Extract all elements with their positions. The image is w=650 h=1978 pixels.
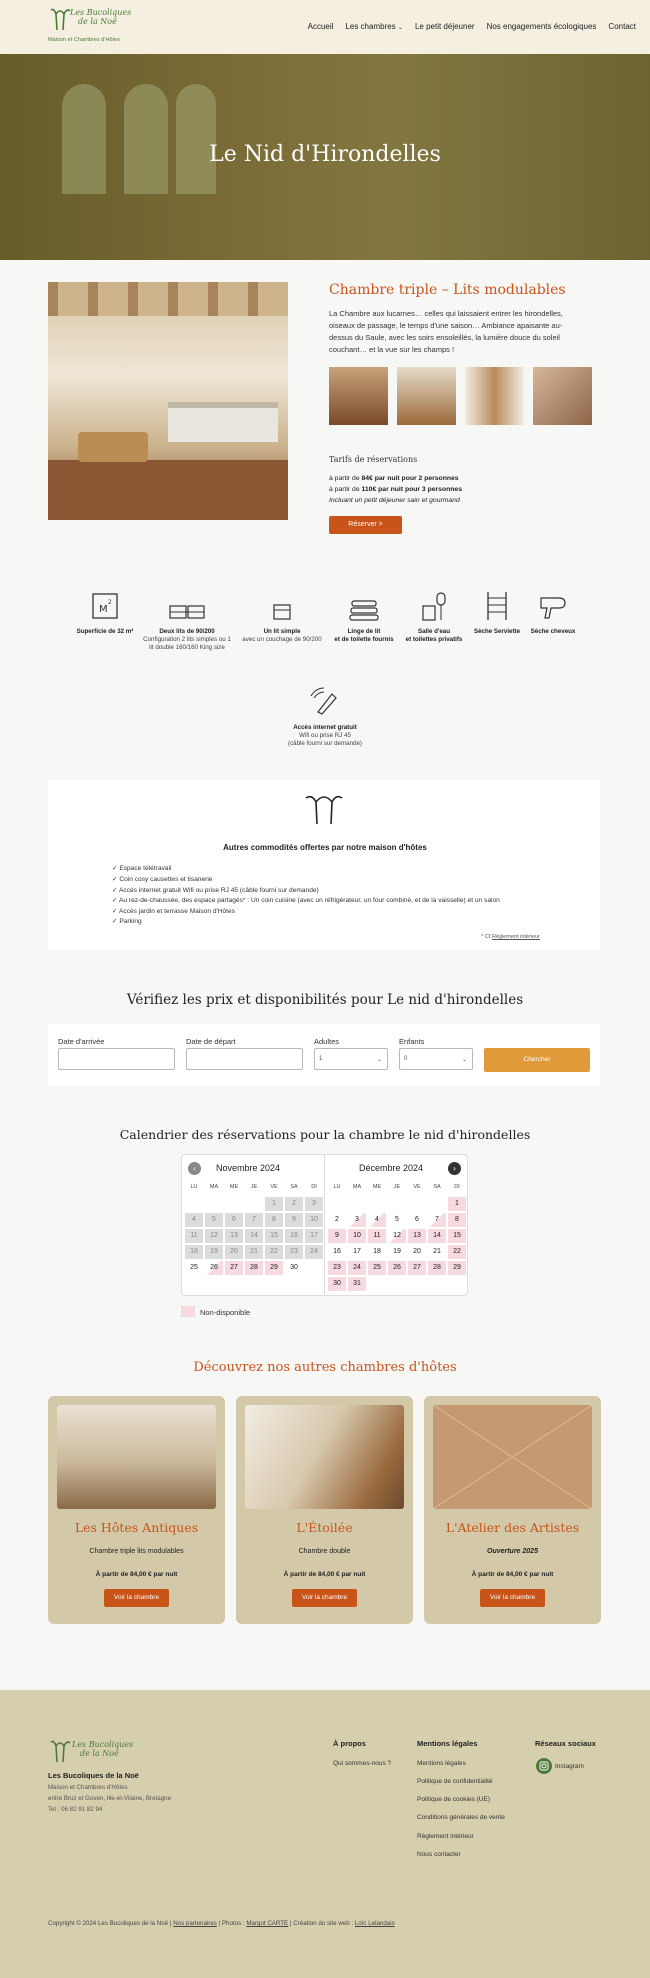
surface-icon [89, 590, 121, 622]
svg-text:2: 2 [108, 599, 112, 606]
footer-social-title: Réseaux sociaux [535, 1739, 596, 1748]
calendar-title: Calendrier des réservations pour la chambre le nid d'hirondelles [119, 1127, 531, 1142]
footer-copyright [48, 1920, 395, 1927]
amenity-bathroom [398, 590, 470, 644]
partners-link[interactable]: Nos partenaires [173, 1920, 217, 1927]
footer-link-contact[interactable]: Nous contacter [417, 1851, 461, 1858]
room-card-price: À partir de 84,00 € par nuit [95, 1571, 178, 1578]
legend-unavailable-label: Non-disponible [200, 1308, 251, 1317]
calendar-day[interactable]: 11 [185, 1229, 203, 1243]
children-value: 0 [404, 1056, 408, 1062]
adults-label: Adultes [314, 1037, 340, 1046]
calendar-day[interactable]: 27 [225, 1261, 243, 1275]
calendar-day[interactable]: 11 [368, 1229, 386, 1243]
amenity-bathroom-detail: et toilettes privatifs [405, 636, 463, 643]
amenity-list-item: ✓ Accès jardin et terrasse Maison d'Hôtes [112, 907, 235, 915]
footer-link-privacy[interactable]: Politique de confidentialité [417, 1778, 493, 1785]
calendar-day[interactable]: 26 [205, 1261, 223, 1275]
calendar-day[interactable]: 2 [285, 1197, 303, 1211]
calendar-day[interactable]: 13 [225, 1229, 243, 1243]
calendar-day[interactable]: 10 [348, 1229, 366, 1243]
footer-phone: Tel : 06 82 91 82 94 [48, 1806, 103, 1813]
arrival-date-input[interactable] [58, 1048, 175, 1070]
wifi-icon [308, 684, 342, 718]
amenity-surface [70, 590, 140, 636]
calendar-day[interactable]: 9 [285, 1213, 303, 1227]
calendar-day[interactable]: 8 [448, 1213, 466, 1227]
svg-text:M: M [99, 604, 108, 615]
tarif-breakfast-note: Incluant un petit déjeuner sain et gourmand [329, 497, 460, 504]
room-card-image-placeholder[interactable] [433, 1405, 592, 1509]
footer-logo-line-1: Les Bucoliques [72, 1740, 134, 1749]
amenity-list-item: ✓ Parking [112, 917, 142, 925]
main-nav [308, 22, 636, 31]
chevron-down-icon: ⌄ [376, 1057, 382, 1063]
amenity-list-item: ✓ Au rez-de-chaussée, des espace partagés* : Un coin cuisine (avec un réfrigérateur, un four combiné, et de la vaisselle) et un salon [112, 896, 500, 904]
calendar-day[interactable]: 5 [395, 1216, 399, 1223]
view-room-button[interactable]: Voir la chambre [292, 1589, 357, 1607]
single-bed-icon [271, 600, 293, 622]
thumbnail-2[interactable] [397, 367, 456, 425]
instagram-link[interactable]: Instagram [555, 1763, 584, 1770]
linen-icon [348, 598, 380, 622]
swallow-divider-icon [302, 792, 346, 828]
footer-link-legal[interactable]: Mentions légales [417, 1760, 466, 1767]
thumbnail-3[interactable] [465, 367, 524, 425]
photo-beams [48, 282, 288, 316]
nav-les-chambres-label: Les chambres [345, 22, 396, 31]
calendar-day[interactable]: 24 [305, 1245, 323, 1259]
amenity-twin-beds [143, 600, 231, 652]
footer-logo-line-2: de la Noë [80, 1749, 119, 1758]
amenity-list-item: ✓ Coin cosy causettes et tisanerie [112, 875, 212, 883]
calendar-day[interactable]: 2 [335, 1216, 339, 1223]
room-card-price: À partir de 84,00 € par nuit [471, 1571, 554, 1578]
children-label: Enfants [399, 1037, 425, 1046]
footer-link-cgv[interactable]: Conditions générales de vente [417, 1814, 505, 1821]
calendar-day[interactable]: 1 [265, 1197, 283, 1211]
amenity-wifi [280, 684, 370, 748]
chevron-down-icon: ⌄ [461, 1057, 467, 1063]
tarif-1-price: 84€ par nuit pour 2 personnes [361, 475, 459, 482]
calendar-day[interactable]: 8 [265, 1213, 283, 1227]
calendar-day[interactable]: 16 [285, 1229, 303, 1243]
thumbnail-4[interactable] [533, 367, 592, 425]
amenity-towel-dryer-title: Sèche Serviette [473, 628, 521, 635]
amenity-twin-beds-detail: Configuration 2 lits simples ou 1 lit double 160/160 King size [143, 636, 231, 651]
amenity-linen-title: Linge de lit [347, 628, 381, 635]
calendar-day-of-week: LU [190, 1184, 198, 1190]
instagram-icon[interactable] [536, 1758, 552, 1774]
amenity-wifi-detail-2: (câble fourni sur demande) [288, 740, 362, 747]
logo-line-1: Les Bucoliques [70, 8, 132, 17]
calendar-day[interactable]: 1 [448, 1197, 466, 1211]
calendar-prev-button[interactable]: ‹ [188, 1162, 201, 1175]
calendar-day[interactable]: 15 [265, 1229, 283, 1243]
copyright-prefix: Copyright © 2024 Les Bucoliques de la Noë | [48, 1920, 174, 1927]
towel-dryer-icon [483, 590, 511, 622]
calendar-day-of-week: ME [229, 1184, 239, 1190]
tarifs-title: Tarifs de réservations [329, 455, 418, 464]
room-title: Chambre triple – Lits modulables [329, 282, 566, 298]
calendar-day[interactable]: 23 [328, 1261, 346, 1275]
calendar-day[interactable]: 15 [448, 1229, 466, 1243]
page-title: Le Nid d'Hirondelles [209, 142, 441, 167]
nav-engagements[interactable]: Nos engagements écologiques [486, 22, 597, 31]
calendar-day[interactable]: 21 [433, 1248, 441, 1255]
footer-location: entre Bruz et Goven, Ille-et-Vilaine, Bretagne [48, 1795, 172, 1802]
footer-link-cookies[interactable]: Politique de cookies (UE) [417, 1796, 490, 1803]
calendar-day[interactable]: 22 [448, 1245, 466, 1259]
calendar-day-of-week: VE [413, 1184, 421, 1190]
calendar-day-of-week: ME [372, 1184, 382, 1190]
children-select[interactable] [399, 1048, 473, 1070]
webdesigner-link[interactable]: Loïc Lelandais [354, 1920, 395, 1927]
room-card-image[interactable] [245, 1405, 404, 1509]
legend-unavailable-swatch [181, 1306, 195, 1317]
calendar-day[interactable]: 18 [185, 1245, 203, 1259]
room-card-atelier [424, 1396, 601, 1624]
calendar-month-1: Novembre 2024 [216, 1163, 281, 1173]
amenity-linen-detail: et de toilette fournis [334, 636, 394, 643]
calendar-day[interactable]: 28 [428, 1261, 446, 1275]
calendar-day-of-week: VE [270, 1184, 278, 1190]
calendar-day[interactable]: 9 [328, 1229, 346, 1243]
calendar-day[interactable]: 12 [205, 1229, 223, 1243]
room-main-photo [48, 282, 288, 520]
calendar-day[interactable]: 6 [415, 1216, 419, 1223]
other-amenities-title: Autres commodités offertes par notre maison d'hôtes [223, 843, 427, 852]
chevron-down-icon: ⌄ [397, 25, 403, 31]
calendar-day[interactable]: 3 [305, 1197, 323, 1211]
room-card-image[interactable] [57, 1405, 216, 1509]
photographer-link[interactable]: Margot CARTE [246, 1920, 289, 1927]
footer-apropos-title: À propos [333, 1739, 366, 1748]
calendar-day[interactable]: 17 [305, 1229, 323, 1243]
footer-legal-title: Mentions légales [417, 1739, 478, 1748]
thumbnail-1[interactable] [329, 367, 388, 425]
copyright-web-label: | Création du site web : [288, 1920, 355, 1927]
twin-beds-icon [168, 600, 206, 622]
calendar-day[interactable]: 7 [245, 1213, 263, 1227]
calendar-day[interactable]: 12 [388, 1229, 406, 1243]
calendar-day-of-week: JE [250, 1184, 258, 1190]
calendar-day[interactable]: 22 [265, 1245, 283, 1259]
room-card-subtitle: Ouverture 2025 [487, 1548, 538, 1555]
tarif-2-persons [329, 475, 459, 482]
calendar-day-of-week: MA [209, 1184, 219, 1190]
hero-banner [0, 54, 650, 260]
calendar-day[interactable]: 19 [205, 1245, 223, 1259]
calendar-day[interactable]: 21 [245, 1245, 263, 1259]
logo-subtitle: Maison et Chambres d'Hôtes [48, 37, 120, 43]
availability-title: Vérifiez les prix et disponibilités pour Le nid d'hirondelles [126, 992, 524, 1008]
image-placeholder-icon [433, 1405, 592, 1509]
room-card-etoilee [236, 1396, 413, 1624]
room-card-subtitle: Chambre double [298, 1548, 351, 1555]
calendar-day[interactable]: 27 [408, 1261, 426, 1275]
copyright-photos-label: | Photos : [216, 1920, 247, 1927]
bathroom-icon [419, 590, 449, 622]
calendar-day[interactable]: 10 [305, 1213, 323, 1227]
nav-accueil[interactable]: Accueil [307, 22, 334, 31]
hair-dryer-icon [537, 590, 569, 622]
room-card-name: Les Hôtes Antiques [74, 1520, 199, 1535]
amenity-single-bed-title: Un lit simple [263, 628, 301, 635]
departure-date-input[interactable] [186, 1048, 303, 1070]
calendar-next-button[interactable]: › [448, 1162, 461, 1175]
calendar-day[interactable]: 7 [428, 1213, 446, 1227]
calendar-day-of-week: SA [433, 1184, 441, 1190]
footer-tagline: Maison et Chambres d'Hôtes [48, 1784, 128, 1791]
footer-logo-wordmark [72, 1740, 133, 1758]
other-rooms-title: Découvrez nos autres chambres d'hôtes [193, 1360, 457, 1375]
amenity-hair-dryer-title: Sèche cheveux [530, 628, 576, 635]
calendar-day[interactable]: 26 [388, 1261, 406, 1275]
footer-business-name: Les Bucoliques de la Noë [48, 1771, 139, 1780]
room-card-hotes-antiques [48, 1396, 225, 1624]
calendar-day[interactable]: 13 [408, 1229, 426, 1243]
calendar-day[interactable]: 17 [353, 1248, 361, 1255]
calendar-day-of-week: LU [333, 1184, 341, 1190]
room-description: La Chambre aux lucarnes… celles qui laissaient entrer les hirondelles, oiseaux de passage, le temps d'une saison… Ambiance apaisante au-dessus du Saule, avec les soirs ensoleillés, la lumière douce du soleil couchant… et la vue sur les champs ! [329, 309, 563, 354]
room-card-price: À partir de 84,00 € par nuit [283, 1571, 366, 1578]
calendar-day[interactable]: 30 [290, 1264, 298, 1271]
calendar-day[interactable]: 28 [245, 1261, 263, 1275]
calendar-day[interactable]: 25 [190, 1264, 198, 1271]
calendar-day[interactable]: 18 [373, 1248, 381, 1255]
calendar-day[interactable]: 3 [348, 1213, 366, 1227]
calendar-day[interactable]: 19 [393, 1248, 401, 1255]
photo-bed [168, 402, 278, 442]
nav-petit-dejeuner[interactable]: Le petit déjeuner [414, 22, 475, 31]
calendar-day[interactable]: 20 [413, 1248, 421, 1255]
amenity-linen [326, 598, 402, 644]
amenity-single-bed [238, 600, 326, 644]
book-button[interactable]: Réserver > [329, 516, 402, 534]
calendar-month-2: Décembre 2024 [359, 1163, 424, 1173]
room-card-name: L'Atelier des Artistes [445, 1520, 580, 1535]
calendar-day[interactable]: 5 [205, 1213, 223, 1227]
calendar-day[interactable]: 29 [265, 1261, 283, 1275]
calendar-day[interactable]: 14 [428, 1229, 446, 1243]
footnote-rules-link[interactable]: Règlement intérieur [492, 934, 540, 940]
calendar-day-of-week: JE [393, 1184, 401, 1190]
calendar-day[interactable]: 29 [448, 1261, 466, 1275]
room-thumbnails [329, 367, 592, 425]
amenity-wifi-title: Accès internet gratuit [293, 724, 357, 731]
amenity-wifi-detail: Wifi ou prise RJ 45 [299, 732, 351, 739]
room-card-name: L'Étoilée [296, 1520, 353, 1535]
amenity-twin-beds-title: Deux lits de 90/200 [159, 628, 215, 635]
calendar-day-of-week: SA [290, 1184, 298, 1190]
footer-link-about[interactable]: Qui sommes-nous ? [333, 1760, 392, 1767]
footnote [481, 934, 540, 940]
tarif-2-price: 110€ par nuit pour 3 personnes [361, 486, 462, 493]
adults-select[interactable] [314, 1048, 388, 1070]
calendar-day[interactable]: 23 [285, 1245, 303, 1259]
tarif-2-prefix: à partir de [329, 486, 362, 493]
search-button[interactable]: Chercher [484, 1048, 590, 1072]
amenity-hair-dryer [524, 590, 582, 636]
departure-label: Date de départ [186, 1037, 236, 1046]
view-room-button[interactable]: Voir la chambre [480, 1589, 545, 1607]
calendar-day[interactable]: 16 [333, 1248, 341, 1255]
calendar-day[interactable]: 25 [368, 1261, 386, 1275]
calendar-day[interactable]: 31 [348, 1277, 366, 1291]
calendar-day[interactable]: 4 [185, 1213, 203, 1227]
amenity-single-bed-detail: avec un couchage de 90/200 [242, 636, 322, 643]
arrival-label: Date d'arrivée [58, 1037, 105, 1046]
adults-value: 1 [319, 1056, 323, 1062]
amenity-towel-dryer [470, 590, 524, 636]
nav-contact[interactable]: Contact [608, 22, 636, 31]
calendar-day-of-week: DI [311, 1184, 317, 1190]
footer-logo-icon [48, 1738, 72, 1766]
calendar-day[interactable]: 24 [348, 1261, 366, 1275]
nav-les-chambres[interactable] [345, 22, 403, 31]
site-logo[interactable] [48, 6, 138, 46]
calendar-day-of-week: MA [352, 1184, 362, 1190]
site-header [0, 0, 650, 54]
amenity-list-item: ✓ Accès internet gratuit Wifi ou prise RJ 45 (câble fourni sur demande) [112, 886, 319, 894]
calendar-day[interactable]: 14 [245, 1229, 263, 1243]
footnote-prefix: * Cf [481, 934, 492, 940]
logo-wordmark [70, 8, 140, 26]
photo-floor [48, 460, 288, 520]
room-card-subtitle: Chambre triple lits modulables [89, 1548, 184, 1555]
calendar-day[interactable]: 20 [225, 1245, 243, 1259]
tarif-1-prefix: à partir de [329, 475, 362, 482]
tarif-3-persons [329, 486, 462, 493]
calendar-day[interactable]: 30 [328, 1277, 346, 1291]
footer-link-rules[interactable]: Règlement intérieur [417, 1833, 474, 1840]
photo-chair [78, 432, 148, 462]
view-room-button[interactable]: Voir la chambre [104, 1589, 169, 1607]
calendar-day[interactable]: 4 [368, 1213, 386, 1227]
site-footer [0, 1690, 650, 1978]
amenity-list-item: ✓ Espace télétravail [112, 864, 171, 872]
amenity-surface-title: Superficie de 32 m² [76, 628, 134, 635]
calendar-day-of-week: DI [454, 1184, 460, 1190]
calendar-divider [324, 1154, 325, 1296]
calendar-day[interactable]: 6 [225, 1213, 243, 1227]
amenity-bathroom-title: Salle d'eau [417, 628, 451, 635]
logo-line-2: de la Noë [78, 17, 117, 26]
swallow-logo-icon [48, 6, 72, 34]
